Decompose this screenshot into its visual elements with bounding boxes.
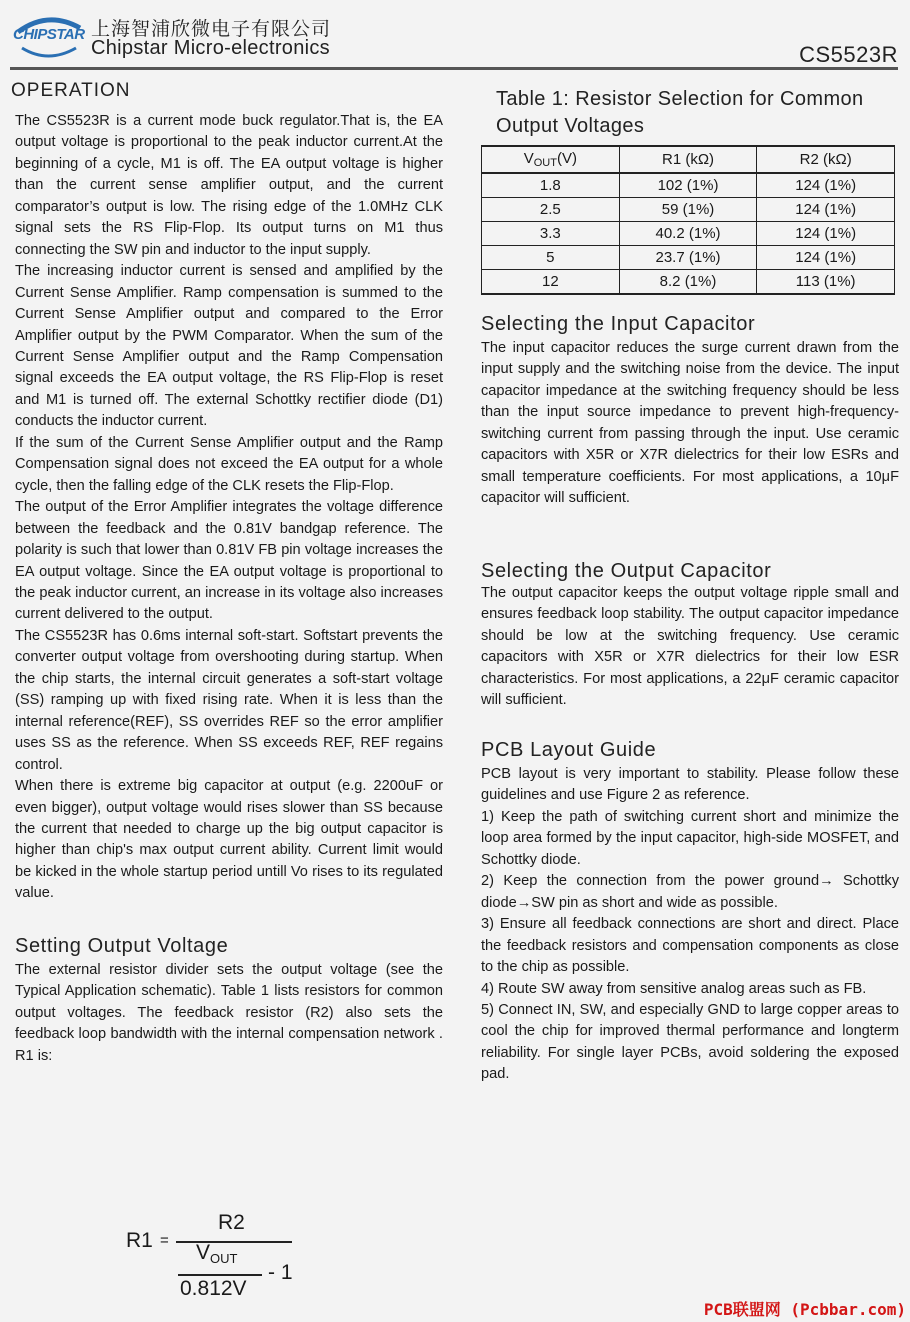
formula-vout-sub: OUT	[210, 1251, 238, 1266]
formula-vout-main: V	[196, 1241, 211, 1264]
table-cell-r1: 23.7 (1%)	[619, 246, 757, 270]
pcb-layout-section	[481, 739, 899, 1086]
operation-paragraph-4: The output of the Error Amplifier integrates the voltage difference between the feedback and the 0.81V bandgap reference. The polarity is such that lower than 0.81V FB pin voltage increases the EA output voltage. Since the EA output voltage is proportional to the peak inductor current, an increase in its voltage also increases current delivered to the output.	[15, 499, 443, 623]
table-row	[482, 246, 895, 270]
pcb-layout-step-2: 2) Keep the connection from the power ground→ Schottky diode→SW pin as short and wide as possible.	[481, 873, 899, 911]
table-cell-r2: 124 (1%)	[757, 198, 895, 222]
table-cell-r1: 59 (1%)	[619, 198, 757, 222]
table-header-vout-main: V	[523, 150, 534, 167]
formula-minus-one: - 1	[268, 1261, 293, 1284]
table-cell-vout: 5	[482, 246, 620, 270]
formula-lhs: R1	[126, 1229, 153, 1252]
pcb-layout-step-1: 1) Keep the path of switching current short and minimize the loop area formed by the input capacitor, high-side MOSFET, and Schottky diode.	[481, 808, 899, 868]
operation-paragraph-5: The CS5523R has 0.6ms internal soft-start. Softstart prevents the converter output voltage from overshooting during startup. When the chip starts, the internal circuit generates a soft-start voltage (SS) ramping up with fixed rising rate. When it is less than the internal reference(REF), SS overrides REF so the error amplifier uses SS as the reference. When SS exceeds REF, REF regains control.	[15, 627, 443, 773]
table-cell-r2: 113 (1%)	[757, 270, 895, 295]
operation-paragraph-2: The increasing inductor current is sensed and amplified by the Current Sense Amplifier. Ramp compensation is summed to the Current Sense Amplifier output and compared to the Error Amplifier output by the PWM Comparator. When the sum of the Current Sense Amplifier output and the Ramp Compensation signal exceeds the EA output voltage, the RS Flip-Flop is reset and M1 is turned off. The external Schottky rectifier diode (D1) conducts the inductor current.	[15, 263, 443, 430]
table-cell-vout: 2.5	[482, 198, 620, 222]
table-header-row	[482, 146, 895, 173]
input-capacitor-section	[481, 313, 899, 510]
output-capacitor-heading: Selecting the Output Capacitor	[481, 560, 772, 582]
pcb-layout-paragraph: PCB layout is very important to stability. Please follow these guidelines and use Figure 2 as reference.	[481, 766, 899, 804]
pcb-layout-step-3: 3) Ensure all feedback connections are short and direct. Place the feedback resistors and compensation components as close to the chip as possible.	[481, 916, 899, 976]
table-cell-vout: 12	[482, 270, 620, 295]
operation-paragraph-3: If the sum of the Current Sense Amplifier output and the Ramp Compensation signal does not exceed the EA output for a whole cycle, then the falling edge of the CLK resets the Flip-Flop.	[15, 434, 443, 494]
logo-text: CHIPSTAR	[13, 26, 85, 43]
operation-paragraph-6: When there is extreme big capacitor at output (e.g. 2200uF or even bigger), output voltage would rises slower than SS because the current that needed to charge up the big output capacitor is higher than chip's max output current ability. Current limit would be kicked in the whole startup period untill Vo rises to its regulated value.	[15, 778, 443, 902]
table-header-r1: R1 (kΩ)	[619, 146, 757, 173]
formula-numerator: R2	[218, 1211, 245, 1234]
table-header-vout-unit: (V)	[556, 150, 577, 167]
pcb-layout-step-4: 4) Route SW away from sensitive analog areas such as FB.	[481, 980, 867, 997]
resistor-table	[481, 145, 895, 295]
output-capacitor-section	[481, 560, 899, 712]
table-row	[482, 173, 895, 198]
setting-output-voltage-paragraph: The external resistor divider sets the output voltage (see the Typical Application schematic). Table 1 lists resistors for common output voltages. The feedback resistor (R2) also sets the feedback loop bandwidth with the internal compensation network . R1 is:	[15, 961, 443, 1064]
pcb-layout-step-5: 5) Connect IN, SW, and especially GND to large copper areas to cool the chip for improved thermal performance and longterm reliability. For single layer PCBs, avoid soldering the exposed pad.	[481, 1001, 899, 1083]
formula-vout	[196, 1241, 237, 1266]
table-cell-r1: 40.2 (1%)	[619, 222, 757, 246]
table-caption: Table 1: Resistor Selection for Common Output Voltages	[496, 88, 864, 137]
table-row	[482, 198, 895, 222]
table-row	[482, 222, 895, 246]
table-cell-r1: 8.2 (1%)	[619, 270, 757, 295]
table-cell-r2: 124 (1%)	[757, 246, 895, 270]
table-cell-r2: 124 (1%)	[757, 173, 895, 198]
part-number: CS5523R	[799, 42, 898, 67]
formula-denominator: 0.812V	[180, 1277, 247, 1300]
output-capacitor-paragraph: The output capacitor keeps the output voltage ripple small and ensures feedback loop stability. The output capacitor impedance should be low at the switching frequency. Use ceramic capacitors with X5R or X7R dielectrics for their low ESR characteristics. For most applications, a 22μF ceramic capacitor will sufficient.	[481, 585, 899, 709]
r1-formula	[120, 1205, 320, 1315]
left-column	[11, 80, 443, 1067]
table-cell-vout: 1.8	[482, 173, 620, 198]
table-cell-r2: 124 (1%)	[757, 222, 895, 246]
footer-brand-link[interactable]: PCB联盟网 (Pcbbar.com)	[703, 1300, 906, 1319]
input-capacitor-paragraph: The input capacitor reduces the surge current drawn from the input supply and the switching noise from the device. The input capacitor impedance at the switching frequency should be less than the input source impedance to prevent high-frequency-switching current from passing through the input. Use ceramic capacitors with X5R or X7R dielectrics for their low ESRs and small temperature coefficients. For most applications, a 10μF capacitor will sufficient.	[481, 340, 899, 507]
table-row	[482, 270, 895, 295]
input-capacitor-heading: Selecting the Input Capacitor	[481, 313, 756, 335]
operation-heading: OPERATION	[11, 80, 131, 101]
table-header-vout	[482, 146, 620, 173]
formula-equals: =	[160, 1232, 169, 1249]
header-divider	[10, 67, 898, 70]
company-name-cn: 上海智浦欣微电子有限公司	[91, 18, 332, 40]
table-header-r2: R2 (kΩ)	[757, 146, 895, 173]
table-header-vout-sub: OUT	[533, 157, 557, 169]
company-name-en: Chipstar Micro-electronics	[91, 37, 330, 59]
pcb-layout-heading: PCB Layout Guide	[481, 739, 657, 761]
table-cell-r1: 102 (1%)	[619, 173, 757, 198]
setting-output-voltage-heading: Setting Output Voltage	[15, 934, 229, 957]
table-cell-vout: 3.3	[482, 222, 620, 246]
formula-inner-fraction-bar	[178, 1274, 262, 1276]
operation-paragraph-1: The CS5523R is a current mode buck regulator.That is, the EA output voltage is proportional to the peak inductor current.At the beginning of a cycle, M1 is off. The EA output voltage is higher than the current sense amplifier output, and the current comparator’s output is low. The rising edge of the 1.0MHz CLK signal sets the RS Flip-Flop. Its output turns on M1 thus connecting the SW pin and inductor to the input supply.	[15, 113, 443, 258]
